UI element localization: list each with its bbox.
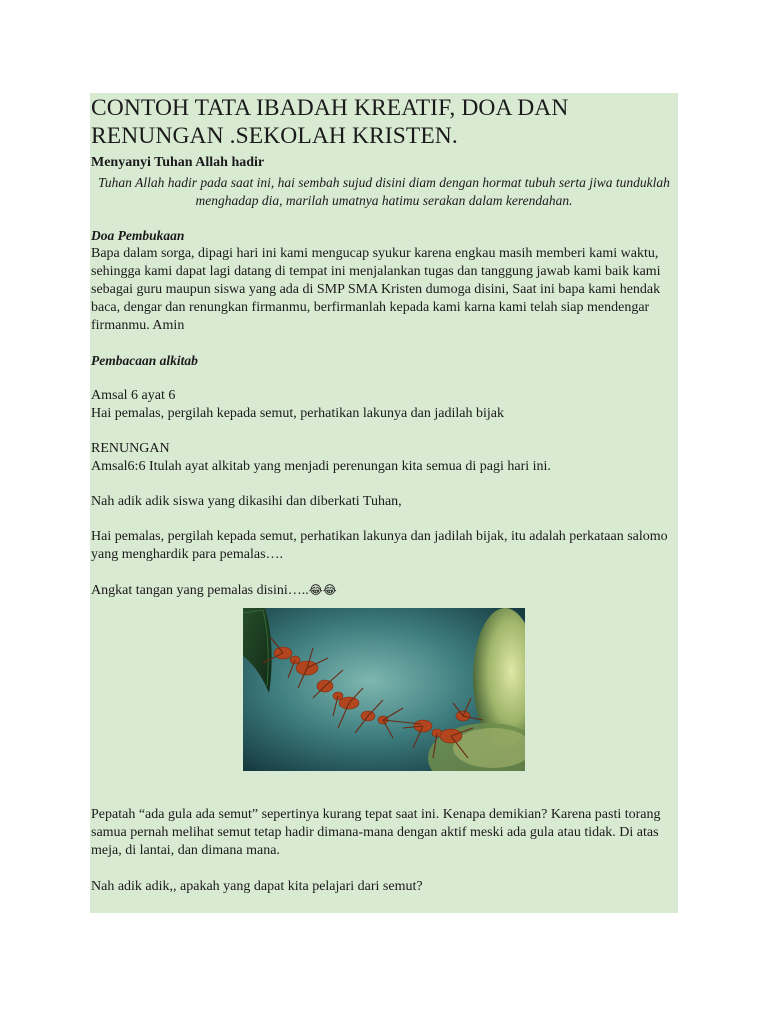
reflection-line-3: Hai pemalas, pergilah kepada semut, perhatikan lakunya dan jadilah bijak, itu adalah perkataan salomo yang menghardik para pemalas…. [91,529,668,562]
song-lyrics: Tuhan Allah hadir pada saat ini, hai sembah sujud disini diam dengan hormat tubuh serta jiwa tunduklah menghadap dia, marilah umatnya hatimu serakan dalam kerendahan. [98,175,670,208]
reading-verse: Hai pemalas, pergilah kepada semut, perhatikan lakunya dan jadilah bijak [91,406,504,421]
laughing-emoji-icon: 😂😂 [308,583,337,597]
document-content-continued [91,806,677,896]
reflection-line-1: Amsal6:6 Itulah ayat alkitab yang menjadi perenungan kita semua di pagi hari ini. [91,459,551,474]
reading-heading: Pembacaan alkitab [91,353,198,368]
reflection-heading: RENUNGAN [91,441,170,456]
reflection-line-2: Nah adik adik siswa yang dikasihi dan diberkati Tuhan, [91,494,402,509]
document-title: CONTOH TATA IBADAH KREATIF, DOA DAN RENUNGAN .SEKOLAH KRISTEN. [91,95,569,149]
ants-bridge-image [243,608,525,771]
reflection-line-4-container [91,581,677,600]
ants-photo [243,608,525,771]
opening-prayer-heading: Doa Pembukaan [91,228,185,243]
opening-prayer-text: Bapa dalam sorga, dipagi hari ini kami mengucap syukur karena engkau masih memberi kami waktu, sehingga kami dapat lagi datang di tempat ini menjalankan tugas dan tanggung jawab kami baik kami sebagai guru maupun siswa yang ada di SMP SMA Kristen dumoga disini, Saat ini bapa kami hendak baca, dengar dan renungkan firmanmu, berfirmanlah kepada kami karna kami telah siap mendengar firmanmu. Amin [91,246,661,333]
reading-reference: Amsal 6 ayat 6 [91,388,176,403]
closing-question: Nah adik adik,, apakah yang dapat kita pelajari dari semut? [91,879,423,894]
document-content [91,94,677,600]
paragraph-after-image: Pepatah “ada gula ada semut” sepertinya kurang tepat saat ini. Kenapa demikian? Karena pasti torang samua pernah melihat semut tetap hadir dimana-mana dengan aktif meski ada gula atau tidak. Di atas meja, di lantai, dan dimana mana. [91,807,661,858]
song-heading: Menyanyi Tuhan Allah hadir [91,155,265,170]
reflection-line-4: Angkat tangan yang pemalas disini….. [91,583,309,598]
